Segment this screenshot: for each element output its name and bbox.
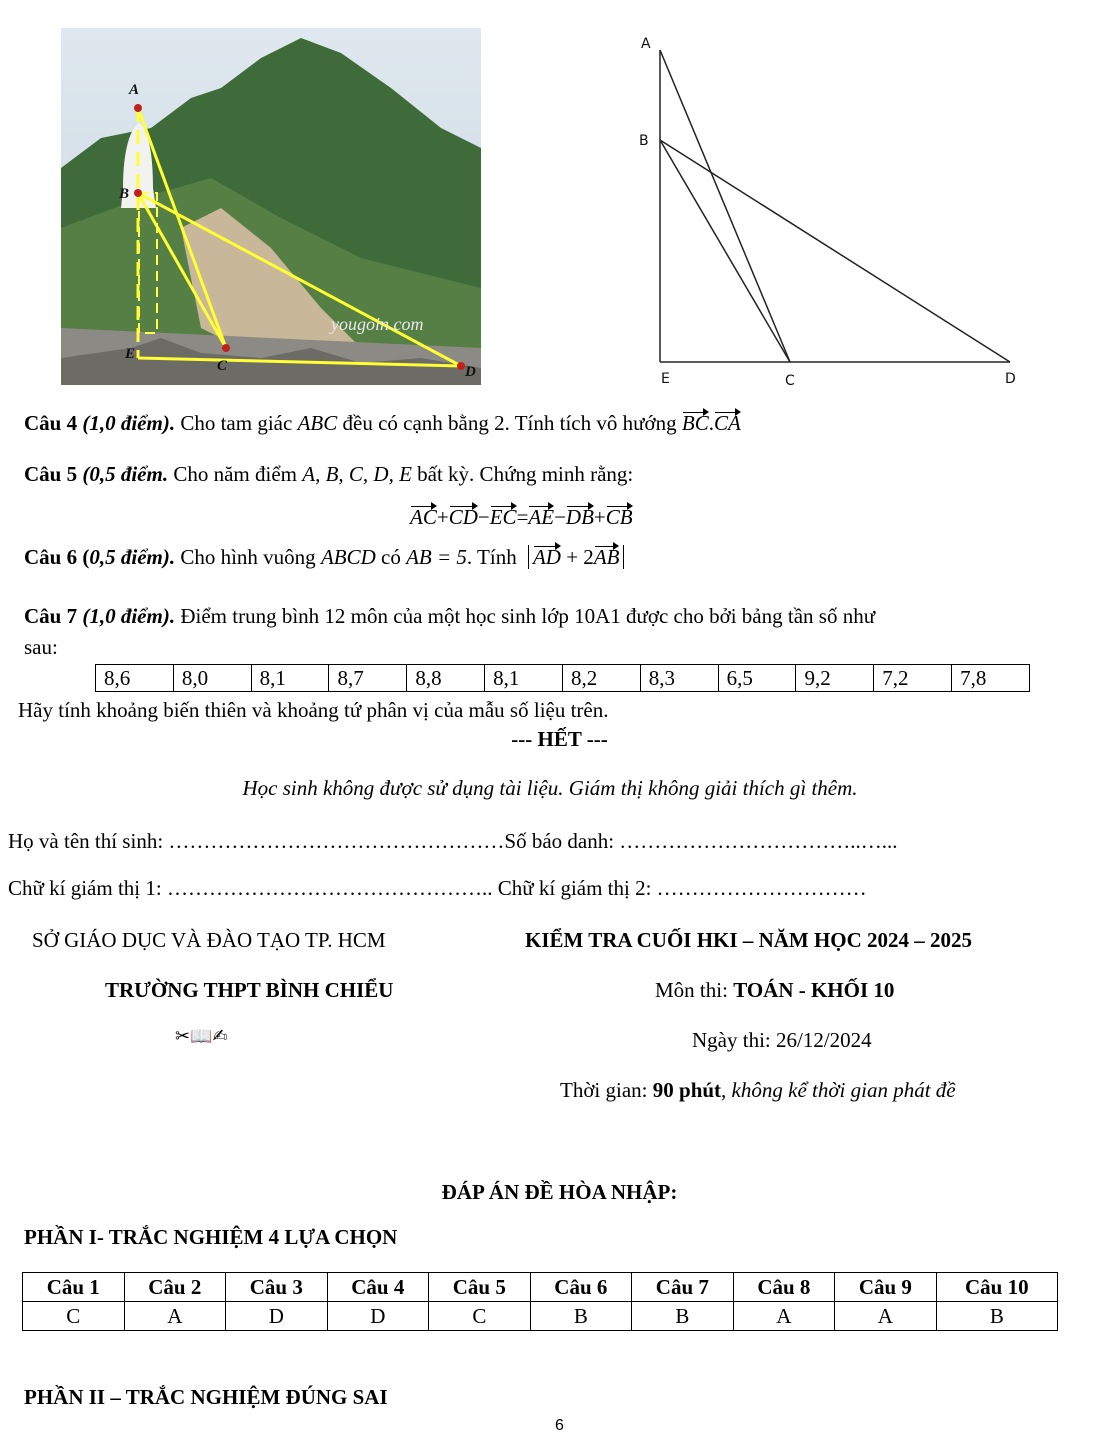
geometry-diagram xyxy=(630,30,1030,390)
part-1-title: PHẦN I- TRẮC NGHIỆM 4 LỰA CHỌN xyxy=(24,1225,398,1249)
question-6-text-2: có xyxy=(375,545,407,569)
subject-value: TOÁN - KHỐI 10 xyxy=(733,978,895,1002)
table-header-cell: Câu 6 xyxy=(530,1273,632,1302)
table-cell: 8,2 xyxy=(562,665,640,692)
table-cell: 8,0 xyxy=(173,665,251,692)
question-6: Câu 6 (0,5 điểm). Cho hình vuông ABCD có AB = 5. Tính AD + 2AB xyxy=(24,545,624,570)
answer-key-table xyxy=(22,1272,1058,1331)
photo-watermark: yougoin.com xyxy=(331,314,424,334)
table-header-cell: Câu 2 xyxy=(124,1273,226,1302)
table-cell: B xyxy=(632,1302,734,1331)
table-cell: B xyxy=(530,1302,632,1331)
diagram-label-c: C xyxy=(785,373,795,389)
table-header-cell: Câu 5 xyxy=(429,1273,531,1302)
diagram-label-b: B xyxy=(639,133,649,149)
end-mark: --- HẾT --- xyxy=(511,727,608,751)
plus-sign: + xyxy=(436,505,449,529)
table-header-cell: Câu 1 xyxy=(23,1273,125,1302)
proctor-signature-line: Chữ kí giám thị 1: ……………………………………….. Chữ kí giám thị 2: ………………………… xyxy=(8,876,867,900)
score-table xyxy=(95,664,1030,692)
table-cell: 8,6 xyxy=(96,665,174,692)
question-6-number: Câu 6 xyxy=(24,545,78,569)
question-6-text-3: . Tính xyxy=(466,545,522,569)
question-6-text-1: Cho hình vuông xyxy=(175,545,321,569)
page-number: 6 xyxy=(555,1417,564,1434)
table-cell: 8,8 xyxy=(407,665,485,692)
table-cell: A xyxy=(124,1302,226,1331)
exam-date: Ngày thi: 26/12/2024 xyxy=(692,1028,872,1052)
vector-ec: EC xyxy=(489,505,517,529)
photo-label-b: B xyxy=(119,186,130,202)
vector-ac: AC xyxy=(410,505,437,529)
subject-label: Môn thi: xyxy=(655,978,734,1002)
table-cell: 8,1 xyxy=(485,665,563,692)
part-2-title: PHẦN II – TRẮC NGHIỆM ĐÚNG SAI xyxy=(24,1385,388,1409)
table-cell: C xyxy=(23,1302,125,1331)
table-cell: 7,2 xyxy=(874,665,952,692)
vector-cb: CB xyxy=(605,505,633,529)
photo-label-e: E xyxy=(125,346,136,362)
table-header-cell: Câu 3 xyxy=(226,1273,328,1302)
school-name: TRƯỜNG THPT BÌNH CHIỂU xyxy=(105,978,394,1002)
table-header-cell: Câu 8 xyxy=(733,1273,835,1302)
question-4-text-1: Cho tam giác xyxy=(175,411,298,435)
question-5-points: (0,5 điểm. xyxy=(82,462,169,486)
minus-sign: − xyxy=(554,505,566,529)
table-cell: 8,3 xyxy=(640,665,718,692)
vector-db: DB xyxy=(565,505,594,529)
question-7-line-2: sau: xyxy=(24,635,58,659)
vector-ca: CA xyxy=(713,411,741,435)
table-cell: 8,1 xyxy=(251,665,329,692)
exam-note: Học sinh không được sử dụng tài liệu. Giám thị không giải thích gì thêm. xyxy=(242,776,858,800)
duration-note: , không kể thời gian phát đề xyxy=(721,1078,956,1102)
department-name: SỞ GIÁO DỤC VÀ ĐÀO TẠO TP. HCM xyxy=(32,928,386,952)
question-5-number: Câu 5 xyxy=(24,462,78,486)
question-7 xyxy=(24,604,875,629)
question-4-text-2: đều có cạnh bằng 2. Tính tích vô hướng xyxy=(337,411,682,435)
table-cell: D xyxy=(327,1302,429,1331)
diagram-label-e: E xyxy=(661,371,670,387)
vector-ad: AD xyxy=(532,545,561,569)
table-row xyxy=(23,1273,1058,1302)
book-ornament-icon: ✂📖✍ xyxy=(175,1026,228,1047)
table-cell: 7,8 xyxy=(952,665,1030,692)
table-cell: 8,7 xyxy=(329,665,407,692)
equals-sign: = xyxy=(516,505,529,529)
vector-cd: CD xyxy=(448,505,478,529)
question-5-text-1: Cho năm điểm xyxy=(168,462,303,486)
minus-sign: − xyxy=(477,505,490,529)
question-4-points: (1,0 điểm). xyxy=(82,411,176,435)
diagram-label-d: D xyxy=(1005,371,1016,387)
question-5-text-2: bất kỳ. Chứng minh rằng: xyxy=(411,462,634,486)
table-header-cell: Câu 4 xyxy=(327,1273,429,1302)
question-6-square: ABCD xyxy=(320,545,376,569)
duration-label: Thời gian: xyxy=(560,1078,653,1102)
candidate-info-line: Họ và tên thí sinh: …………………………………………Số báo danh: ……………………………..…... xyxy=(8,829,898,853)
statue-photo xyxy=(61,28,481,385)
question-5-points-list: A, B, C, D, E xyxy=(302,462,412,486)
photo-label-d: D xyxy=(465,364,476,380)
table-cell: A xyxy=(835,1302,937,1331)
question-7-number: Câu 7 xyxy=(24,604,78,628)
table-row xyxy=(23,1302,1058,1331)
question-4 xyxy=(24,411,741,436)
question-4-triangle: ABC xyxy=(297,411,338,435)
table-cell: B xyxy=(936,1302,1057,1331)
table-row xyxy=(96,665,1030,692)
question-5 xyxy=(24,462,633,487)
exam-title: KIỂM TRA CUỐI HKI – NĂM HỌC 2024 – 2025 xyxy=(525,928,973,952)
question-7-line-1: Điểm trung bình 12 môn của một học sinh lớp 10A1 được cho bởi bảng tần số như xyxy=(175,604,876,628)
vector-ae: AE xyxy=(528,505,555,529)
question-5-equation xyxy=(410,505,633,530)
table-header-cell: Câu 9 xyxy=(835,1273,937,1302)
vector-ab: AB xyxy=(593,545,620,569)
absolute-value xyxy=(528,545,625,569)
question-7-points: (1,0 điểm). xyxy=(82,604,176,628)
table-cell: A xyxy=(733,1302,835,1331)
photo-label-c: C xyxy=(217,358,228,374)
question-7-task: Hãy tính khoảng biến thiên và khoảng tứ phân vị của mẫu số liệu trên. xyxy=(18,698,609,722)
table-cell: 9,2 xyxy=(796,665,874,692)
answer-title: ĐÁP ÁN ĐỀ HÒA NHẬP: xyxy=(441,1180,678,1204)
question-6-points: 0,5 điểm). xyxy=(89,545,176,569)
diagram-label-a: A xyxy=(641,36,651,52)
question-6-condition: AB = 5 xyxy=(406,545,467,569)
duration-value: 90 phút xyxy=(652,1078,722,1102)
plus-sign: + xyxy=(593,505,606,529)
table-cell: 6,5 xyxy=(718,665,796,692)
question-4-number: Câu 4 xyxy=(24,411,78,435)
table-header-cell: Câu 7 xyxy=(632,1273,734,1302)
table-cell: D xyxy=(226,1302,328,1331)
vector-bc: BC xyxy=(681,411,709,435)
dot-operator: . xyxy=(708,411,714,435)
photo-label-a: A xyxy=(129,82,140,98)
exam-duration xyxy=(560,1078,956,1103)
table-cell: C xyxy=(429,1302,531,1331)
exam-subject xyxy=(655,978,894,1003)
table-header-cell: Câu 10 xyxy=(936,1273,1057,1302)
plus-two: + 2 xyxy=(560,545,594,569)
